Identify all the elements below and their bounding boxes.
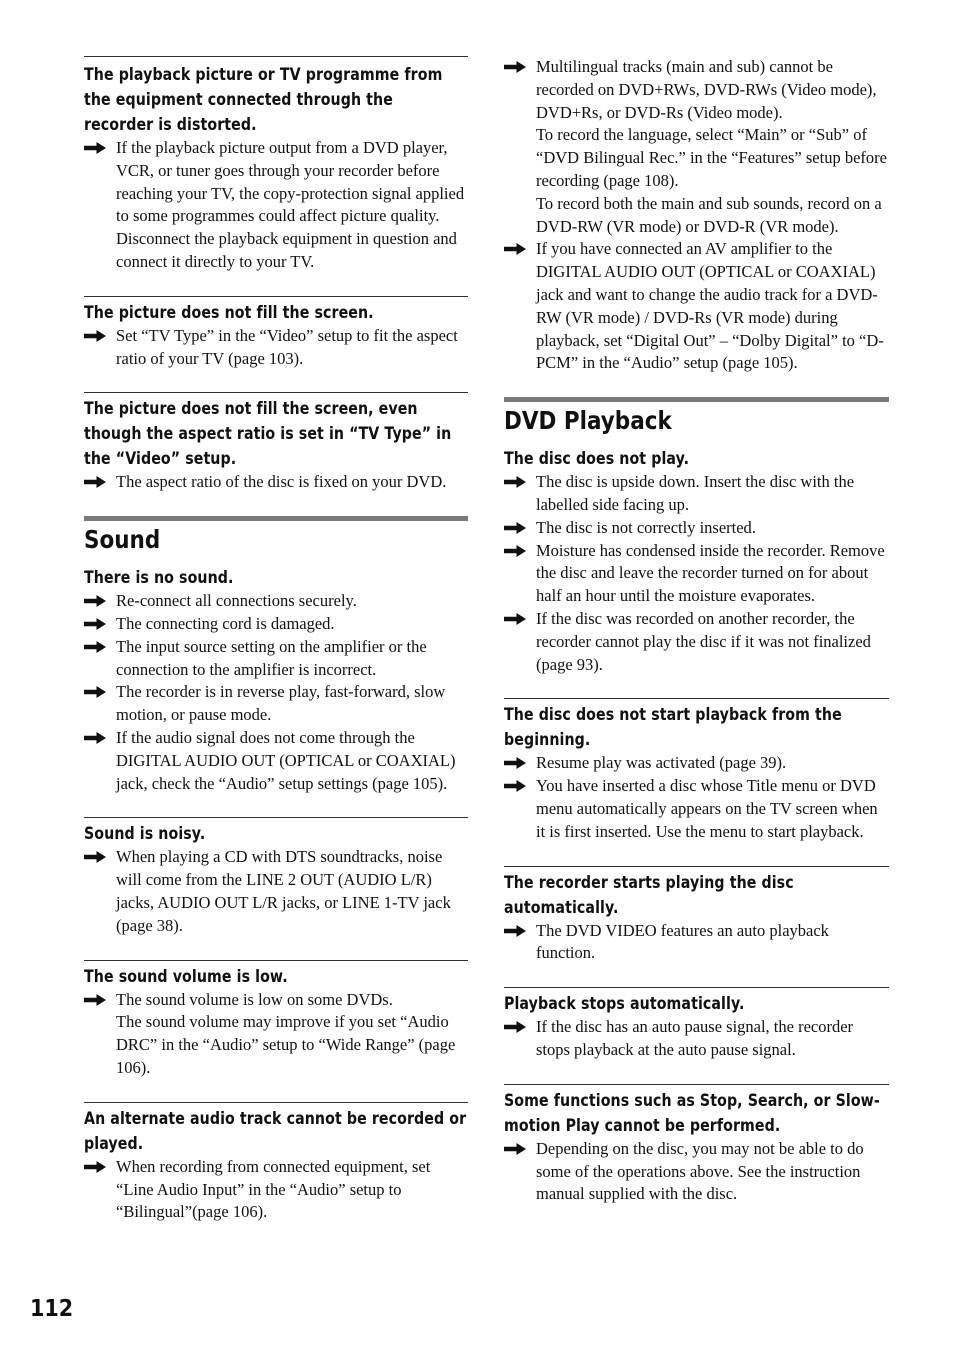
arrow-icon [504, 522, 526, 534]
bullet-list [504, 471, 889, 676]
bullet-list [84, 1156, 468, 1224]
arrow-icon [504, 243, 526, 255]
arrow-icon [84, 641, 106, 653]
bullet-item: Re-connect all connections securely. [84, 590, 468, 613]
troubleshooting-item [504, 698, 889, 843]
troubleshooting-item [84, 565, 468, 795]
page-number: 112 [30, 1296, 74, 1322]
bullet-item: Resume play was activated (page 39). [504, 752, 889, 775]
bullet-item: Depending on the disc, you may not be able to do some of the operations above. See the instruction manual supplied with the disc. [504, 1138, 889, 1206]
item-heading: The picture does not fill the screen, even though the aspect ratio is set in “TV Type” in the “Video” setup. [84, 399, 452, 469]
section-title: Sound [84, 525, 161, 555]
troubleshooting-item [84, 1102, 468, 1224]
troubleshooting-item [504, 446, 889, 676]
bullet-list [84, 471, 468, 494]
item-heading: The disc does not start playback from the beginning. [504, 705, 842, 750]
item-heading: Sound is noisy. [84, 824, 206, 844]
bullet-item: Set “TV Type” in the “Video” setup to fit the aspect ratio of your TV (page 103). [84, 325, 468, 371]
item-heading: The recorder starts playing the disc automatically. [504, 872, 794, 917]
item-heading: There is no sound. [84, 568, 234, 588]
bullet-item: You have inserted a disc whose Title menu or DVD menu automatically appears on the TV screen when it is first inserted. Use the menu to start playback. [504, 775, 889, 843]
bullet-list [504, 1016, 889, 1062]
arrow-icon [504, 61, 526, 73]
arrow-icon [504, 925, 526, 937]
bullet-list [504, 920, 889, 966]
bullet-item: The connecting cord is damaged. [84, 613, 468, 636]
bullet-list [504, 56, 889, 375]
bullet-list [84, 590, 468, 795]
bullet-list [84, 846, 468, 937]
arrow-icon [84, 476, 106, 488]
bullet-item: When recording from connected equipment, set “Line Audio Input” in the “Audio” setup to “Bilingual”(page 106). [84, 1156, 468, 1224]
item-heading: Some functions such as Stop, Search, or Slow-motion Play cannot be performed. [504, 1090, 880, 1135]
section-divider [504, 397, 889, 402]
bullet-item: The input source setting on the amplifier or the connection to the amplifier is incorrect. [84, 636, 468, 682]
bullet-item: The disc is upside down. Insert the disc with the labelled side facing up. [504, 471, 889, 517]
arrow-icon [84, 618, 106, 630]
right-column [504, 56, 889, 1228]
item-heading: The disc does not play. [504, 449, 690, 469]
arrow-icon [84, 595, 106, 607]
troubleshooting-item [504, 987, 889, 1062]
troubleshooting-item [504, 1084, 889, 1206]
bullet-item: If the disc was recorded on another recorder, the recorder cannot play the disc if it was not finalized (page 93). [504, 608, 889, 676]
arrow-icon [84, 686, 106, 698]
section-divider [84, 516, 468, 521]
bullet-item: When playing a CD with DTS soundtracks, noise will come from the LINE 2 OUT (AUDIO L/R) jacks, AUDIO OUT L/R jacks, or LINE 1-TV jack (page 38). [84, 846, 468, 937]
troubleshooting-item [504, 56, 889, 375]
bullet-item: If the disc has an auto pause signal, the recorder stops playback at the auto pause signal. [504, 1016, 889, 1062]
bullet-item: If the playback picture output from a DVD player, VCR, or tuner goes through your recorder before reaching your TV, the copy-protection signal applied to some programmes could affect picture quality. Disconnect the playback equipment in question and connect it directly to your TV. [84, 137, 468, 274]
bullet-item: The recorder is in reverse play, fast-forward, slow motion, or pause mode. [84, 681, 468, 727]
item-heading: The picture does not fill the screen. [84, 302, 374, 322]
left-column [84, 56, 468, 1246]
arrow-icon [84, 994, 106, 1006]
bullet-item: Multilingual tracks (main and sub) cannot be recorded on DVD+RWs, DVD-RWs (Video mode), DVD+Rs, or DVD-Rs (Video mode). To record the language, select “Main” or “Sub” of “DVD Bilingual Rec.” in the “Features” setup before recording (page 108). To record both the main and sub sounds, record on a DVD-RW (VR mode) or DVD-R (VR mode). [504, 56, 889, 238]
bullet-item: The sound volume is low on some DVDs. The sound volume may improve if you set “Audio DRC” in the “Audio” setup to “Wide Range” (page 106). [84, 989, 468, 1080]
bullet-item: The disc is not correctly inserted. [504, 517, 889, 540]
arrow-icon [504, 780, 526, 792]
arrow-icon [504, 1143, 526, 1155]
section-title: DVD Playback [504, 406, 672, 436]
arrow-icon [84, 330, 106, 342]
item-heading: The playback picture or TV programme from the equipment connected through the recorder is distorted. [84, 65, 443, 134]
arrow-icon [84, 732, 106, 744]
bullet-list [84, 137, 468, 274]
arrow-icon [504, 613, 526, 625]
item-heading: Playback stops automatically. [504, 994, 745, 1014]
arrow-icon [504, 1021, 526, 1033]
bullet-item: The DVD VIDEO features an auto playback function. [504, 920, 889, 966]
troubleshooting-item [84, 296, 468, 371]
arrow-icon [84, 1161, 106, 1173]
bullet-item: If you have connected an AV amplifier to the DIGITAL AUDIO OUT (OPTICAL or COAXIAL) jack and want to change the audio track for a DVD-RW (VR mode) / DVD-Rs (VR mode) during playback, set “Digital Out” – “Dolby Digital” to “D-PCM” in the “Audio” setup (page 105). [504, 238, 889, 375]
section [504, 397, 889, 438]
arrow-icon [84, 851, 106, 863]
troubleshooting-item [84, 960, 468, 1080]
bullet-list [504, 1138, 889, 1206]
bullet-list [84, 325, 468, 371]
item-heading: The sound volume is low. [84, 966, 288, 986]
bullet-item: If the audio signal does not come through the DIGITAL AUDIO OUT (OPTICAL or COAXIAL) jack, check the “Audio” setup settings (page 105). [84, 727, 468, 795]
troubleshooting-item [84, 817, 468, 937]
bullet-list [84, 989, 468, 1080]
arrow-icon [84, 142, 106, 154]
arrow-icon [504, 545, 526, 557]
troubleshooting-item [84, 392, 468, 494]
bullet-list [504, 752, 889, 843]
section [84, 516, 468, 557]
bullet-item: The aspect ratio of the disc is fixed on your DVD. [84, 471, 468, 494]
troubleshooting-item [84, 56, 468, 274]
item-heading: An alternate audio track cannot be recorded or played. [84, 1108, 467, 1153]
arrow-icon [504, 757, 526, 769]
troubleshooting-item [504, 866, 889, 966]
bullet-item: Moisture has condensed inside the recorder. Remove the disc and leave the recorder turned on for about half an hour until the moisture evaporates. [504, 540, 889, 608]
arrow-icon [504, 476, 526, 488]
